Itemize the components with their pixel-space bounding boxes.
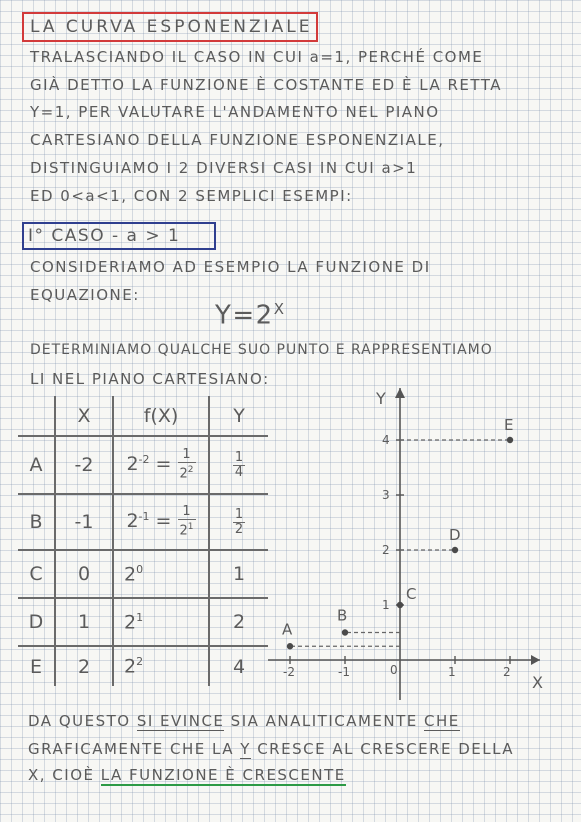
fx-fraction (178, 505, 196, 538)
intro-line-1: TRALASCIANDO IL CASO IN CUI a=1, PERCHÉ COME (30, 48, 484, 66)
x-tick-label: 2 (503, 665, 511, 679)
intro-line-4: CARTESIANO DELLA FUNZIONE ESPONENZIALE, (30, 131, 445, 149)
page-title: LA CURVA ESPONENZIALE (30, 17, 313, 37)
header-y: Y (209, 396, 268, 436)
conclusion-text: CRESCE AL CRESCERE DELLA (250, 740, 515, 758)
conclusion-text: SIA ANALITICAMENTE (224, 712, 425, 730)
data-point (287, 643, 293, 649)
fx-base: 2 (124, 611, 137, 634)
equation (215, 300, 286, 331)
graph-layer (268, 388, 543, 700)
row-label: A (18, 436, 55, 494)
conclusion-line-3 (28, 766, 346, 784)
origin-label: 0 (390, 663, 398, 677)
conclusion-line-1 (28, 712, 460, 730)
fx-base: 2 (124, 655, 137, 678)
fx-den-exp: 2 (187, 465, 194, 476)
row-y (209, 436, 268, 494)
fx-exp: 0 (136, 562, 144, 576)
case-heading: I° CASO - a > 1 (28, 226, 181, 246)
fx-base: 2 (126, 453, 139, 476)
fx-base: 2 (126, 510, 139, 533)
equation-base: Y=2 (215, 300, 274, 331)
point-label: D (449, 526, 461, 544)
conclusion-highlight: LA FUNZIONE È CRESCENTE (100, 766, 346, 784)
intro-line-6: ED 0<a<1, CON 2 SEMPLICI ESEMPI: (30, 187, 353, 205)
data-point (397, 602, 403, 608)
y-num: 1 (234, 449, 244, 465)
header-label (18, 396, 55, 436)
y-tick-label: 2 (382, 543, 390, 557)
row-y: 4 (209, 646, 268, 686)
row-fx (113, 550, 209, 598)
row-y (209, 494, 268, 550)
row-label: C (18, 550, 55, 598)
conclusion-underlined: SI EVINCE (136, 712, 225, 730)
table-row (18, 494, 268, 550)
intro-line-2: GIÀ DETTO LA FUNZIONE È COSTANTE ED È LA RETTA (30, 76, 503, 94)
values-table (18, 396, 268, 686)
conclusion-text: X, CIOÈ (28, 766, 101, 784)
fx-den (178, 463, 196, 481)
row-y: 2 (209, 598, 268, 646)
determine-line-1: DETERMINIAMO QUALCHE SUO PUNTO E RAPPRESENTIAMO (30, 342, 493, 358)
equation-exponent: X (273, 300, 286, 318)
y-tick-label: 3 (382, 488, 390, 502)
conclusion-underlined: CHE (424, 712, 460, 730)
row-fx (113, 598, 209, 646)
x-tick-label: -1 (338, 665, 350, 679)
table-header-row (18, 396, 268, 436)
fx-num: 1 (178, 448, 196, 463)
point-label: C (406, 585, 417, 603)
x-axis-label: X (532, 673, 543, 692)
row-fx (113, 646, 209, 686)
table-row (18, 646, 268, 686)
table-row (18, 436, 268, 494)
data-point (342, 629, 348, 635)
y-axis-arrow (395, 388, 405, 398)
cartesian-graph (262, 378, 552, 704)
y-num: 1 (234, 506, 244, 522)
point-label: E (504, 416, 514, 434)
conclusion-line-2 (28, 740, 514, 758)
y-fraction (233, 451, 245, 480)
data-point (452, 547, 458, 553)
fx-fraction (178, 448, 196, 481)
consider-line-2: EQUAZIONE: (30, 286, 140, 304)
y-den: 2 (234, 521, 244, 537)
row-label: B (18, 494, 55, 550)
fx-exp: -1 (138, 510, 150, 524)
fx-den (178, 520, 196, 538)
y-den: 4 (234, 464, 244, 480)
point-label: A (282, 620, 293, 639)
x-axis-arrow (531, 655, 540, 665)
row-x: -2 (55, 436, 113, 494)
row-x: 0 (55, 550, 113, 598)
conclusion-underlined: Y (240, 740, 251, 758)
fx-exp: 2 (136, 655, 144, 669)
y-fraction (233, 508, 245, 537)
conclusion-text: GRAFICAMENTE CHE LA (28, 740, 241, 758)
x-tick-label: -2 (283, 665, 295, 679)
data-point (507, 437, 513, 443)
x-tick-label: 1 (448, 665, 456, 679)
fx-base: 2 (124, 563, 137, 586)
row-fx: $2^{-1}$ = $\frac{1}{2^1}$ (113, 494, 209, 550)
table-row (18, 550, 268, 598)
fx-den-base: 2 (179, 466, 188, 482)
y-axis-label: Y (376, 389, 386, 408)
consider-line-1: CONSIDERIAMO AD ESEMPIO LA FUNZIONE DI (30, 258, 431, 276)
row-label: E (18, 646, 55, 686)
row-x: 2 (55, 646, 113, 686)
row-x: 1 (55, 598, 113, 646)
fx-exp: 1 (136, 610, 144, 624)
point-label: B (337, 606, 348, 625)
header-x: X (55, 396, 113, 436)
fx-exp: -2 (138, 453, 150, 467)
row-label: D (18, 598, 55, 646)
y-tick-label: 4 (382, 433, 390, 447)
determine-line-2: LI NEL PIANO CARTESIANO: (30, 370, 270, 388)
table-row (18, 598, 268, 646)
conclusion-text: DA QUESTO (28, 712, 137, 730)
fx-num: 1 (178, 505, 196, 520)
row-fx: $2^{-2}$ = $\frac{1}{2^2}$ (113, 436, 209, 494)
y-tick-label: 1 (382, 598, 390, 612)
intro-line-5: DISTINGUIAMO I 2 DIVERSI CASI IN CUI a>1 (30, 159, 418, 177)
row-y: 1 (209, 550, 268, 598)
fx-den-base: 2 (179, 523, 188, 539)
intro-line-3: Y=1, PER VALUTARE L'ANDAMENTO NEL PIANO (30, 103, 440, 121)
fx-den-exp: 1 (187, 522, 194, 533)
row-x: -1 (55, 494, 113, 550)
header-fx: f(X) (113, 396, 209, 436)
